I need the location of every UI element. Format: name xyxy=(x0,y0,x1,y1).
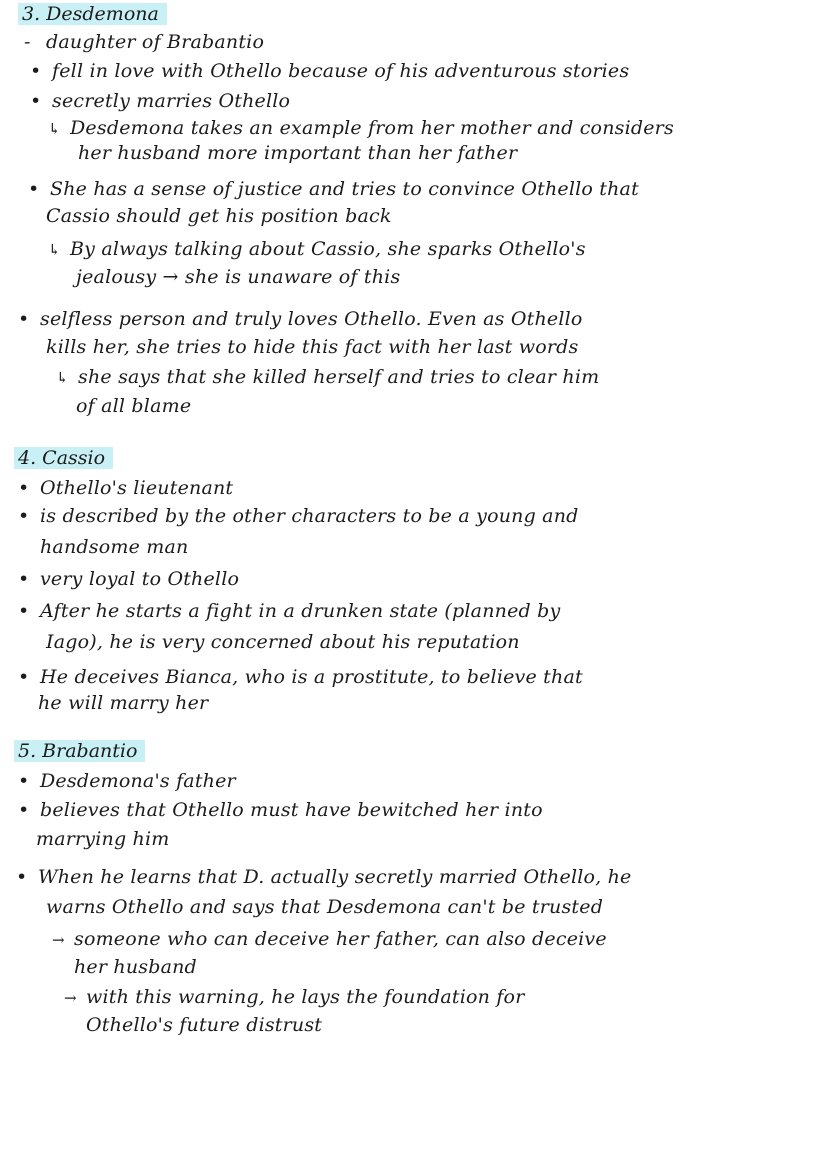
section-heading-brabantio: 5. Brabantio xyxy=(14,740,145,762)
note-line: he will marry her xyxy=(38,692,209,714)
note-line: • selfless person and truly loves Othello. Even as Othello xyxy=(18,308,583,330)
bullet-marker: • xyxy=(28,178,40,200)
line-marker: - xyxy=(24,31,31,53)
note-line: → with this warning, he lays the foundation for xyxy=(64,986,525,1008)
bullet-marker: • xyxy=(30,90,42,112)
bullet-marker: • xyxy=(18,308,30,330)
sub-arrow-icon: ↳ xyxy=(56,369,69,387)
note-line: ↳ By always talking about Cassio, she sparks Othello's xyxy=(48,238,586,260)
bullet-marker: • xyxy=(18,477,30,499)
note-line: • is described by the other characters to be a young and xyxy=(18,505,579,527)
note-line: kills her, she tries to hide this fact with her last words xyxy=(46,336,579,358)
note-line: Cassio should get his position back xyxy=(46,205,392,227)
note-line: • believes that Othello must have bewitched her into xyxy=(18,799,543,821)
bullet-marker: • xyxy=(30,60,42,82)
note-line: • Desdemona's father xyxy=(18,770,236,792)
note-line: Othello's future distrust xyxy=(86,1014,323,1036)
bullet-marker: • xyxy=(18,666,30,688)
note-line: • fell in love with Othello because of his adventurous stories xyxy=(30,60,630,82)
note-line: • secretly marries Othello xyxy=(30,90,291,112)
note-line: marrying him xyxy=(36,828,170,850)
arrow-right-icon: → xyxy=(52,931,65,949)
bullet-marker: • xyxy=(18,505,30,527)
note-line: of all blame xyxy=(76,395,192,417)
note-line: handsome man xyxy=(40,536,189,558)
note-line: • After he starts a fight in a drunken state (planned by xyxy=(18,600,561,622)
bullet-marker: • xyxy=(18,600,30,622)
bullet-marker: • xyxy=(18,568,30,590)
note-line: • When he learns that D. actually secretly married Othello, he xyxy=(16,866,632,888)
note-line: - daughter of Brabantio xyxy=(24,31,265,53)
note-line: ↳ Desdemona takes an example from her mother and considers xyxy=(48,117,674,139)
sub-arrow-icon: ↳ xyxy=(48,120,61,138)
section-heading-cassio: 4. Cassio xyxy=(14,447,113,469)
note-line: her husband more important than her father xyxy=(78,142,518,164)
note-line: → someone who can deceive her father, can also deceive xyxy=(52,928,607,950)
note-line: Iago), he is very concerned about his reputation xyxy=(46,631,520,653)
note-line: • Othello's lieutenant xyxy=(18,477,234,499)
note-line: jealousy → she is unaware of this xyxy=(76,266,401,288)
sub-arrow-icon: ↳ xyxy=(48,241,61,259)
note-line: • very loyal to Othello xyxy=(18,568,240,590)
arrow-right-icon: → xyxy=(64,989,77,1007)
note-line: • She has a sense of justice and tries to convince Othello that xyxy=(28,178,639,200)
note-line: • He deceives Bianca, who is a prostitute, to believe that xyxy=(18,666,583,688)
bullet-marker: • xyxy=(18,799,30,821)
bullet-marker: • xyxy=(18,770,30,792)
note-line: warns Othello and says that Desdemona can't be trusted xyxy=(46,896,604,918)
bullet-marker: • xyxy=(16,866,28,888)
note-line: her husband xyxy=(74,956,197,978)
note-line: ↳ she says that she killed herself and tries to clear him xyxy=(56,366,600,388)
section-heading-desdemona: 3. Desdemona xyxy=(18,3,167,25)
